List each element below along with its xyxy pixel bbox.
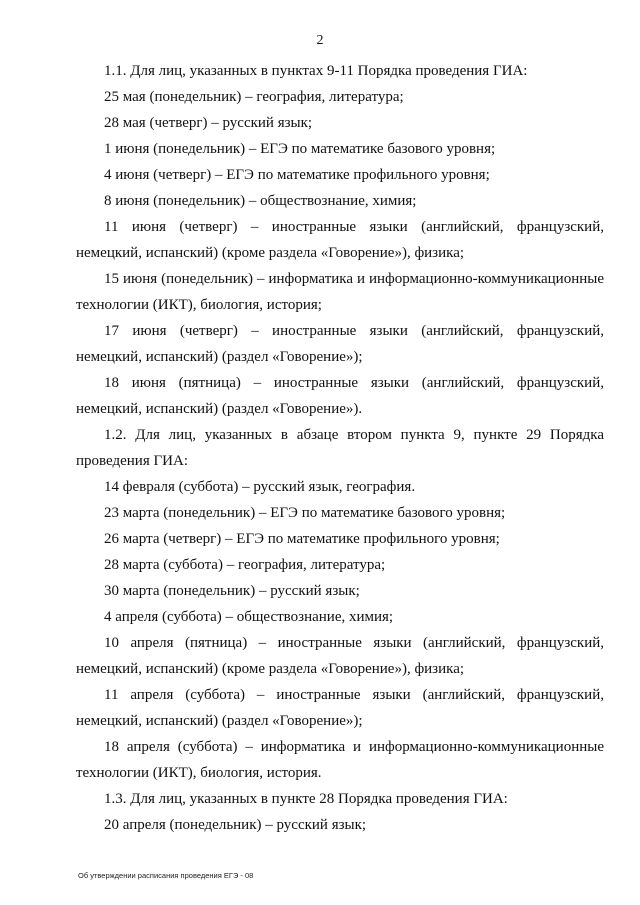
schedule-item: 18 апреля (суббота) – информатика и информационно-коммуникационные технологии (ИКТ), биология, история. — [76, 739, 604, 781]
paragraph-1-3-heading: 1.3. Для лиц, указанных в пункте 28 Порядка проведения ГИА: — [104, 791, 508, 807]
schedule-item: 25 мая (понедельник) – география, литература; — [104, 89, 404, 105]
paragraph-1-2-heading: 1.2. Для лиц, указанных в абзаце втором пункта 9, пункте 29 Порядка проведения ГИА: — [76, 427, 604, 469]
page-number: 2 — [316, 33, 324, 48]
schedule-item: 11 апреля (суббота) – иностранные языки (английский, французский, немецкий, испанский) (раздел «Говорение»); — [76, 687, 604, 729]
schedule-item: 20 апреля (понедельник) – русский язык; — [104, 817, 367, 833]
schedule-item: 30 марта (понедельник) – русский язык; — [104, 583, 360, 599]
schedule-item: 23 марта (понедельник) – ЕГЭ по математике базового уровня; — [104, 505, 506, 521]
schedule-item: 28 мая (четверг) – русский язык; — [104, 115, 313, 131]
schedule-item: 11 июня (четверг) – иностранные языки (английский, французский, немецкий, испанский) (кроме раздела «Говорение»), физика; — [76, 219, 604, 261]
schedule-item: 8 июня (понедельник) – обществознание, химия; — [104, 193, 417, 209]
schedule-item: 10 апреля (пятница) – иностранные языки (английский, французский, немецкий, испанский) (кроме раздела «Говорение»), физика; — [76, 635, 604, 677]
document-body — [76, 58, 604, 838]
schedule-item: 28 марта (суббота) – география, литература; — [104, 557, 386, 573]
document-footer: Об утверждении расписания проведения ЕГЭ - 08 — [78, 871, 254, 880]
schedule-item: 14 февраля (суббота) – русский язык, география. — [104, 479, 416, 495]
paragraph-1-1-heading: 1.1. Для лиц, указанных в пунктах 9-11 Порядка проведения ГИА: — [104, 63, 528, 79]
schedule-item: 4 апреля (суббота) – обществознание, химия; — [104, 609, 394, 625]
schedule-item: 17 июня (четверг) – иностранные языки (английский, французский, немецкий, испанский) (раздел «Говорение»); — [76, 323, 604, 365]
schedule-item: 4 июня (четверг) – ЕГЭ по математике профильного уровня; — [104, 167, 490, 183]
schedule-item: 1 июня (понедельник) – ЕГЭ по математике базового уровня; — [104, 141, 496, 157]
schedule-item: 26 марта (четверг) – ЕГЭ по математике профильного уровня; — [104, 531, 500, 547]
schedule-item: 18 июня (пятница) – иностранные языки (английский, французский, немецкий, испанский) (раздел «Говорение»). — [76, 375, 604, 417]
schedule-item: 15 июня (понедельник) – информатика и информационно-коммуникационные технологии (ИКТ), биология, история; — [76, 271, 604, 313]
